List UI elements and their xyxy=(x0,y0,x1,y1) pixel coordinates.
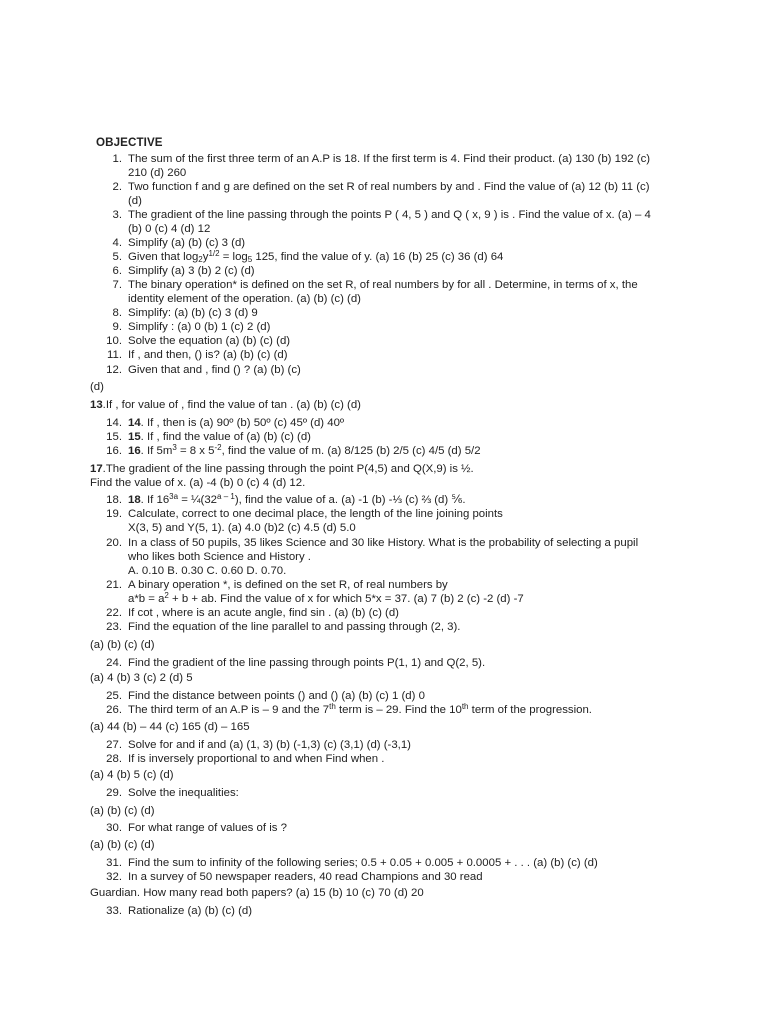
question-text: In a class of 50 pupils, 35 likes Science and 30 like History. What is the probability of selecting a pupil xyxy=(128,537,639,549)
question-number: 18. xyxy=(106,494,122,506)
question-number-bold: 13 xyxy=(90,399,103,411)
text-part: 125, find the value of y. (a) 16 (b) 25 (c) 36 (d) 64 xyxy=(252,251,504,263)
question-number: 27. xyxy=(106,739,122,751)
question-text: Solve the equation (a) (b) (c) (d) xyxy=(128,335,291,347)
question-number: 26. xyxy=(106,704,122,716)
superscript: -2 xyxy=(214,443,222,452)
question-text: In a survey of 50 newspaper readers, 40 read Champions and 30 read xyxy=(128,871,483,883)
question-text xyxy=(128,250,503,264)
superscript: 3 xyxy=(172,443,177,452)
question-number: 10. xyxy=(106,335,122,347)
subscript: 5 xyxy=(247,255,253,264)
question-number: 28. xyxy=(106,753,122,765)
question-number-bold: 14 xyxy=(128,417,141,429)
question-number: 3. xyxy=(112,209,122,221)
question-number: 32. xyxy=(106,871,122,883)
question-text xyxy=(90,462,474,476)
text-part: . If 16 xyxy=(140,494,170,506)
question-options: (a) 4 (b) 5 (c) (d) xyxy=(90,769,174,781)
question-text xyxy=(90,398,361,412)
question-options: (a) 44 (b) – 44 (c) 165 (d) – 165 xyxy=(90,721,250,733)
section-heading: OBJECTIVE xyxy=(96,136,163,149)
question-options: (d) xyxy=(90,381,104,393)
question-text: Given that and , find () ? (a) (b) (c) xyxy=(128,364,301,376)
question-text: For what range of values of is ? xyxy=(128,822,287,834)
question-number: 1. xyxy=(112,153,122,165)
question-text: If cot , where is an acute angle, find sin . (a) (b) (c) (d) xyxy=(128,607,399,619)
text-part: .The gradient of the line passing through the point P(4,5) and Q(X,9) is ½. xyxy=(102,463,474,475)
text-part: + b + ab. Find the value of x for which 5*x = 37. (a) 7 (b) 2 (c) -2 (d) -7 xyxy=(168,593,524,605)
question-number-bold: 15 xyxy=(128,431,141,443)
question-number: 31. xyxy=(106,857,122,869)
text-part: The third term of an A.P is – 9 and the 7 xyxy=(128,704,330,716)
question-text: If is inversely proportional to and when Find when . xyxy=(128,753,385,765)
question-number: 30. xyxy=(106,822,122,834)
question-text: Solve for and if and (a) (1, 3) (b) (-1,3) (c) (3,1) (d) (-3,1) xyxy=(128,739,411,751)
superscript: a – 1 xyxy=(217,492,235,501)
question-text: Find the equation of the line parallel to and passing through (2, 3). xyxy=(128,621,461,633)
question-number: 14. xyxy=(106,417,122,429)
superscript: 1/2 xyxy=(208,249,220,258)
question-text: Find the gradient of the line passing through points P(1, 1) and Q(2, 5). xyxy=(128,657,486,669)
text-part: a*b = a xyxy=(128,593,165,605)
subscript: 2 xyxy=(198,255,203,264)
question-number: 7. xyxy=(112,279,122,291)
question-text: Rationalize (a) (b) (c) (d) xyxy=(128,905,253,917)
question-options: (a) 4 (b) 3 (c) 2 (d) 5 xyxy=(90,672,193,684)
text-part: .If , for value of , find the value of tan . (a) (b) (c) (d) xyxy=(102,399,361,411)
question-number: 33. xyxy=(106,905,122,917)
question-number: 4. xyxy=(112,237,122,249)
question-options: identity element of the operation. (a) (b) (c) (d) xyxy=(128,293,361,305)
text-part: . If 5m xyxy=(140,445,173,457)
question-text: The gradient of the line passing through the points P ( 4, 5 ) and Q ( x, 9 ) is . Find the value of x. (a) – 4 xyxy=(128,209,651,221)
text-part: y xyxy=(202,251,209,263)
question-options: (d) xyxy=(128,195,142,207)
question-number: 6. xyxy=(112,265,122,277)
text-part: Given that log xyxy=(128,251,199,263)
question-number: 21. xyxy=(106,579,122,591)
question-number: 11. xyxy=(107,349,122,361)
question-text: The sum of the first three term of an A.P is 18. If the first term is 4. Find their product. (a) 130 (b) 192 (c) xyxy=(128,153,651,165)
question-text xyxy=(128,416,344,430)
superscript: th xyxy=(329,702,336,711)
question-text: Simplify : (a) 0 (b) 1 (c) 2 (d) xyxy=(128,321,271,333)
question-text xyxy=(128,703,592,717)
question-text xyxy=(128,430,311,444)
question-number: 24. xyxy=(106,657,122,669)
question-options: Guardian. How many read both papers? (a) 15 (b) 10 (c) 70 (d) 20 xyxy=(90,887,424,899)
question-options: 210 (d) 260 xyxy=(128,167,187,179)
text-part: , find the value of m. (a) 8/125 (b) 2/5 (c) 4/5 (d) 5/2 xyxy=(221,445,481,457)
text-part: ), find the value of a. (a) -1 (b) -⅓ (c) ⅔ (d) ⅚. xyxy=(234,494,466,506)
question-number: 8. xyxy=(112,307,122,319)
question-options: (a) (b) (c) (d) xyxy=(90,805,155,817)
question-number: 5. xyxy=(112,251,122,263)
question-options: (a) (b) (c) (d) xyxy=(90,639,155,651)
question-number: 22. xyxy=(106,607,122,619)
question-number: 2. xyxy=(112,181,122,193)
question-number: 23. xyxy=(106,621,122,633)
question-text: who likes both Science and History . xyxy=(128,551,311,563)
question-number: 12. xyxy=(106,364,122,376)
question-text: Two function f and g are defined on the set R of real numbers by and . Find the value of (a) 12 (b) 11 (c) xyxy=(128,181,650,193)
text-part: term of the progression. xyxy=(468,704,592,716)
text-part: . If , then is (a) 90º (b) 50º (c) 45º (d) 40º xyxy=(140,417,345,429)
superscript: 2 xyxy=(164,591,169,600)
question-number: 29. xyxy=(106,787,122,799)
question-text: Simplify (a) 3 (b) 2 (c) (d) xyxy=(128,265,255,277)
question-text xyxy=(128,493,466,507)
question-options: A. 0.10 B. 0.30 C. 0.60 D. 0.70. xyxy=(128,565,287,577)
superscript: 3a xyxy=(169,492,179,501)
question-number: 16. xyxy=(106,445,122,457)
question-text: Simplify (a) (b) (c) 3 (d) xyxy=(128,237,246,249)
question-number: 15. xyxy=(106,431,122,443)
question-number-bold: 16 xyxy=(128,445,141,457)
question-number-bold: 18 xyxy=(128,494,141,506)
text-part: = log xyxy=(219,251,248,263)
superscript: th xyxy=(461,702,469,711)
question-text: A binary operation *, is defined on the set R, of real numbers by xyxy=(128,579,448,591)
question-options: (a) (b) (c) (d) xyxy=(90,839,155,851)
question-number: 25. xyxy=(106,690,122,702)
question-text: Solve the inequalities: xyxy=(128,787,239,799)
question-text xyxy=(128,444,481,458)
question-text: The binary operation* is defined on the set R, of real numbers by for all . Determine, in terms of x, the xyxy=(128,279,638,291)
question-text: Simplify: (a) (b) (c) 3 (d) 9 xyxy=(128,307,258,319)
question-text: Find the distance between points () and () (a) (b) (c) 1 (d) 0 xyxy=(128,690,425,702)
question-text: Find the sum to infinity of the following series; 0.5 + 0.05 + 0.005 + 0.0005 + . . . (a) (b) (c) (d) xyxy=(128,857,598,869)
question-text: If , and then, () is? (a) (b) (c) (d) xyxy=(128,349,288,361)
question-options: (b) 0 (c) 4 (d) 12 xyxy=(128,223,211,235)
text-part: term is – 29. Find the 10 xyxy=(335,704,462,716)
question-options: Find the value of x. (a) -4 (b) 0 (c) 4 (d) 12. xyxy=(90,477,306,489)
question-options xyxy=(128,592,524,606)
question-number: 19. xyxy=(106,508,122,520)
question-text: Calculate, correct to one decimal place, the length of the line joining points xyxy=(128,508,503,520)
question-number: 20. xyxy=(106,537,122,549)
text-part: = ¼(32 xyxy=(178,494,218,506)
question-number: 9. xyxy=(112,321,122,333)
question-options: X(3, 5) and Y(5, 1). (a) 4.0 (b)2 (c) 4.5 (d) 5.0 xyxy=(128,522,356,534)
text-part: = 8 x 5 xyxy=(176,445,215,457)
question-number-bold: 17 xyxy=(90,463,103,475)
text-part: . If , find the value of (a) (b) (c) (d) xyxy=(140,431,311,443)
